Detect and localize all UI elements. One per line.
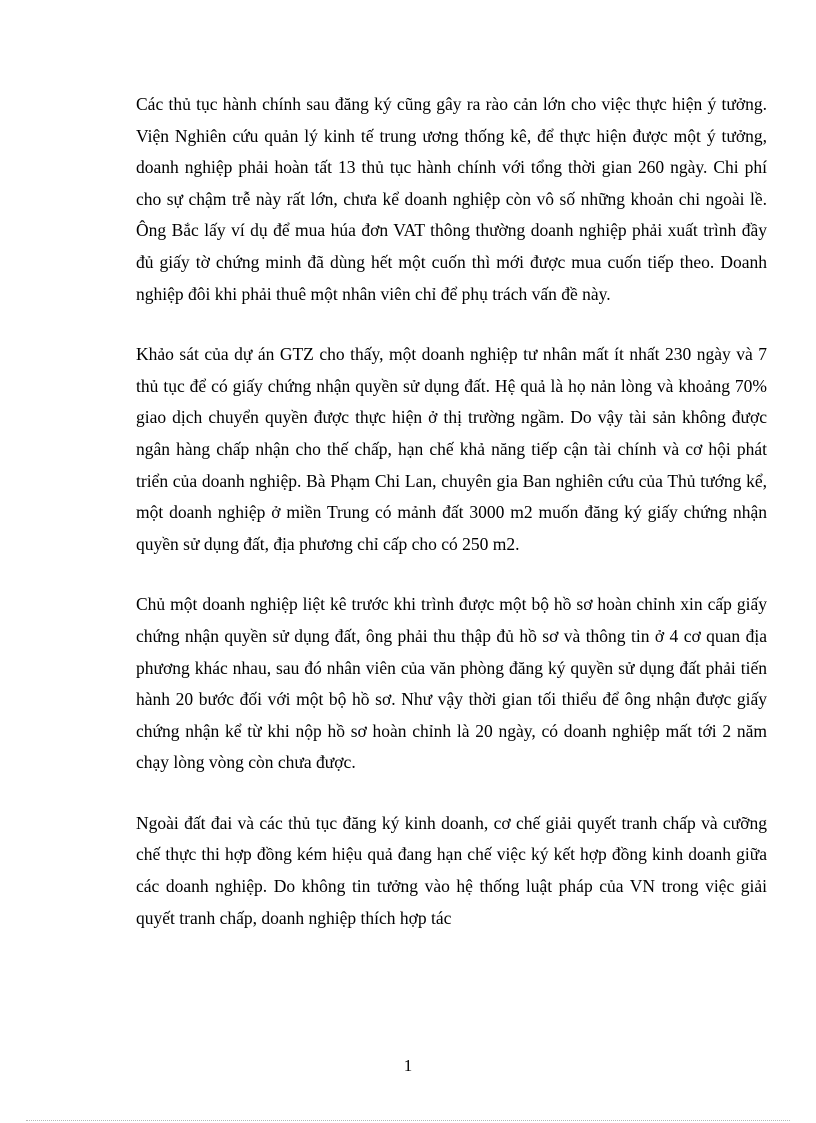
page-bottom-border bbox=[26, 1120, 790, 1121]
document-body bbox=[136, 89, 767, 963]
page-number: 1 bbox=[403, 1056, 413, 1075]
paragraph-1: Các thủ tục hành chính sau đăng ký cũng gây ra rào cản lớn cho việc thực hiện ý tưởng. Viện Nghiên cứu quản lý kinh tế trung ương thống kê, để thực hiện được một ý tưởng, doanh nghiệp phải hoàn tất 13 thủ tục hành chính với tổng thời gian 260 ngày. Chi phí cho sự chậm trễ này rất lớn, chưa kể doanh nghiệp còn vô số những khoản chi ngoài lề. Ông Bắc lấy ví dụ để mua húa đơn VAT thông thường doanh nghiệp phải xuất trình đầy đủ giấy tờ chứng minh đã dùng hết một cuốn thì mới được mua cuốn tiếp theo. Doanh nghiệp đôi khi phải thuê một nhân viên chỉ để phụ trách vấn đề này. bbox=[136, 94, 767, 304]
paragraph-3: Chủ một doanh nghiệp liệt kê trước khi trình được một bộ hồ sơ hoàn chỉnh xin cấp giấy chứng nhận quyền sử dụng đất, ông phải thu thập đủ hồ sơ và thông tin ở 4 cơ quan địa phương khác nhau, sau đó nhân viên của văn phòng đăng ký quyền sử dụng đất phải tiến hành 20 bước đối với một bộ hồ sơ. Như vậy thời gian tối thiểu để ông nhận được giấy chứng nhận kể từ khi nộp hồ sơ hoàn chỉnh là 20 ngày, có doanh nghiệp mất tới 2 năm chạy lòng vòng còn chưa được. bbox=[136, 594, 767, 773]
paragraph-4: Ngoài đất đai và các thủ tục đăng ký kinh doanh, cơ chế giải quyết tranh chấp và cưỡng chế thực thi hợp đồng kém hiệu quả đang hạn chế việc ký kết hợp đồng kinh doanh giữa các doanh nghiệp. Do không tin tưởng vào hệ thống luật pháp của VN trong việc giải quyết tranh chấp, doanh nghiệp thích hợp tác bbox=[136, 812, 767, 928]
paragraph-2: Khảo sát của dự án GTZ cho thấy, một doanh nghiệp tư nhân mất ít nhất 230 ngày và 7 thủ tục để có giấy chứng nhận quyền sử dụng đất. Hệ quả là họ nản lòng và khoảng 70% giao dịch chuyển quyền được thực hiện ở thị trường ngầm. Do vậy tài sản không được ngân hàng chấp nhận cho thế chấp, hạn chế khả năng tiếp cận tài chính và cơ hội phát triển của doanh nghiệp. Bà Phạm Chi Lan, chuyên gia Ban nghiên cứu của Thủ tướng kể, một doanh nghiệp ở miền Trung có mảnh đất 3000 m2 muốn đăng ký giấy chứng nhận quyền sử dụng đất, địa phương chỉ cấp cho có 250 m2. bbox=[136, 344, 767, 554]
